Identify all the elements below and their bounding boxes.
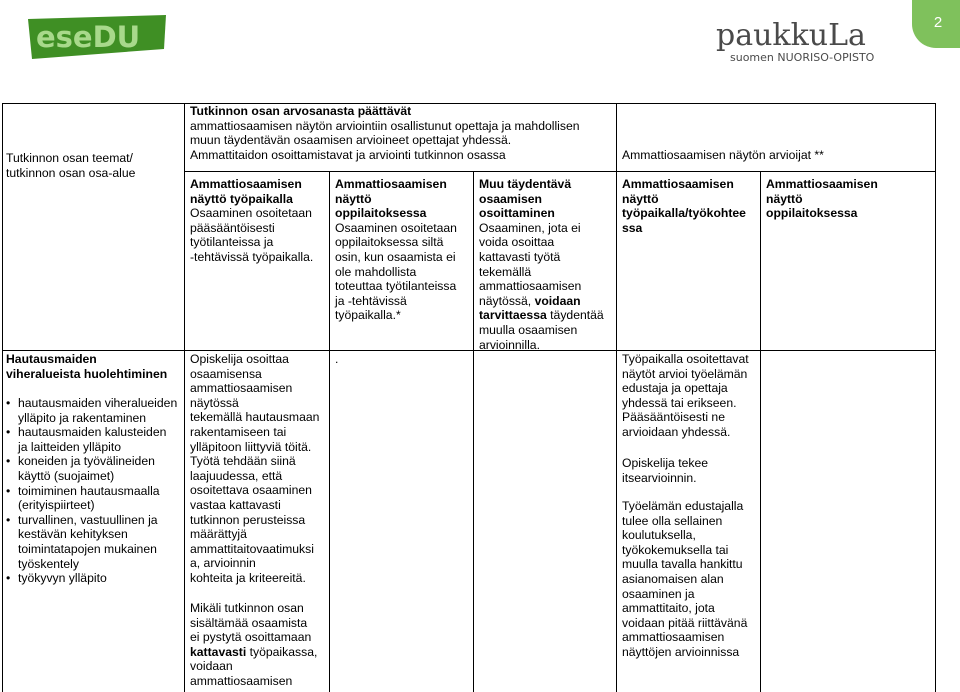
school-demo-details: . bbox=[335, 352, 339, 366]
table-col-rule-2 bbox=[329, 171, 330, 692]
table-col-rule-1 bbox=[184, 103, 185, 692]
other-assessment-title: Muu täydentävä osaamisen osoittaminen bbox=[479, 177, 572, 221]
assessor-school-header: Ammattiosaamisen näyttö oppilaitoksessa bbox=[766, 177, 878, 221]
workplace-demo-header bbox=[190, 177, 326, 265]
paukkula-subtitle: suomen NUORISO-OPISTO bbox=[730, 51, 875, 64]
workplace-demo-details: Opiskelija osoittaa osaamisensa ammattiosaamisen näytössä tekemällä hautausmaan rakentamiseen tai ylläpitoon liittyviä töitä. Työtä tehdään siinä laajuudessa, että osoitettava osaaminen vastaa kattavasti tutkinnon perusteissa määrättyjä ammattitaitovaatimuksi a, arvioinnin kohteita ja kriteereitä. bbox=[190, 352, 320, 585]
workplace-demo-title: Ammattiosaamisen näyttö työpaikalla bbox=[190, 177, 302, 206]
other-assessment-header bbox=[479, 177, 615, 352]
school-demo-title: Ammattiosaamisen näyttö oppilaitoksessa bbox=[335, 177, 447, 221]
grade-decision-text: ammattiosaamisen näytön arviointiin osallistunut opettaja ja mahdollisen muun täydentävän osaamisen arvioineet opettajat yhdessä. bbox=[190, 118, 580, 148]
table-rule-subheader bbox=[184, 171, 936, 172]
list-item: • hautausmaiden kalusteiden ja laitteiden ylläpito bbox=[6, 425, 182, 454]
subject-area-title: Hautausmaiden viheralueista huolehtiminen bbox=[6, 352, 168, 381]
list-item: • hautausmaiden viheralueiden ylläpito ja rakentaminen bbox=[6, 396, 182, 425]
table-rule-row bbox=[2, 350, 936, 351]
other-assessment-description: Osaaminen, jota ei voida osoittaa kattavasti työtä tekemällä ammattiosaamisen näytössä, voidaan tarvittaessa täydentää muulla osaamisen arvioinnilla. bbox=[479, 220, 604, 352]
page-number: 2 bbox=[933, 13, 943, 31]
assessor-details-1: Työpaikalla osoitettavat näytöt arvioi työelämän edustaja ja opettaja yhdessä tai erikseen. Pääsääntöisesti ne arvioidaan yhdessä. bbox=[622, 352, 749, 439]
list-item: • turvallinen, vastuullinen ja kestävän kehityksen toimintatapojen mukainen työskentely bbox=[6, 513, 182, 571]
table-col-rule-4 bbox=[616, 103, 617, 692]
school-demo-header bbox=[335, 177, 471, 323]
assessors-heading: Ammattiosaamisen näytön arvioijat ** bbox=[622, 148, 824, 162]
school-demo-description: Osaaminen osoitetaan oppilaitoksessa siltä osin, kun osaamista ei ole mahdollista toteuttaa työtilanteissa ja -tehtävissä työpaikalla.* bbox=[335, 220, 457, 323]
workplace-demo-supplement: Mikäli tutkinnon osan sisältämää osaamista ei pystytä osoittamaan kattavasti työpaikassa, voidaan ammattiosaamisen bbox=[190, 601, 318, 688]
esedu-wordmark: eseDU bbox=[36, 20, 141, 54]
table-col-rule-3 bbox=[473, 171, 474, 692]
theme-column-header: Tutkinnon osan teemat/ tutkinnon osan osa-alue bbox=[6, 151, 136, 180]
table-col-rule-5 bbox=[760, 171, 761, 692]
grade-decision-title: Tutkinnon osan arvosanasta päättävät bbox=[190, 104, 412, 118]
grade-decision-note bbox=[190, 104, 614, 148]
paukkula-wordmark: paukkuLa bbox=[716, 18, 866, 53]
assessor-workplace-header: Ammattiosaamisen näyttö työpaikalla/työkohtee ssa bbox=[622, 177, 746, 235]
workplace-demo-description: Osaaminen osoitetaan pääsääntöisesti työtilanteissa ja -tehtävissä työpaikalla. bbox=[190, 206, 314, 264]
table-border-left bbox=[2, 103, 3, 692]
table-border-right bbox=[935, 103, 936, 692]
list-item: • toimiminen hautausmaalla (erityispiirteet) bbox=[6, 484, 182, 513]
demonstration-heading: Ammattitaidon osoittamistavat ja arviointi tutkinnon osassa bbox=[190, 148, 506, 162]
list-item: • työkyvyn ylläpito bbox=[6, 571, 182, 586]
list-item: • koneiden ja työvälineiden käyttö (suojaimet) bbox=[6, 454, 182, 483]
assessor-details-2: Opiskelija tekee itsearvioinnin. bbox=[622, 456, 709, 485]
subject-area-topics bbox=[6, 396, 182, 586]
assessor-details-3: Työelämän edustajalla tulee olla sellainen koulutuksella, työkokemuksella tai muulla tavalla hankittu asianomaisen alan osaaminen ja ammattitaito, jota voidaan pitää riittävänä ammattiosaamisen näyttöjen arvioinnissa bbox=[622, 499, 748, 659]
